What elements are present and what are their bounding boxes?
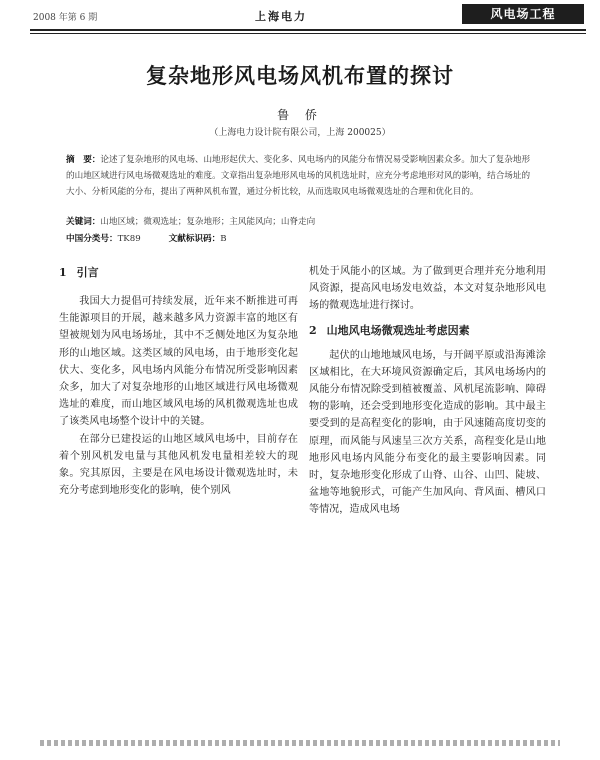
section-2-title: 山地风电场微观选址考虑因素 <box>326 323 470 337</box>
section-tag: 风电场工程 <box>462 4 584 24</box>
section-1-heading <box>59 263 298 293</box>
paper-title: 复杂地形风电场风机布置的探讨 <box>146 63 454 88</box>
class-number: TK89 <box>117 234 141 244</box>
paper-affiliation: （上海电力设计院有限公司，上海 200025） <box>209 128 391 138</box>
keywords-text: 山地区域；微观选址；复杂地形；主风能风向；山脊走向 <box>100 217 316 227</box>
doccode-label: 文献标识码： <box>168 234 221 244</box>
body-paragraph-continued: 机处于风能小的区域。为了做到更合理并充分地利用风资源，提高风电场发电效益，本文对复杂地形风电场的微观选址进行探讨。 <box>309 266 546 312</box>
left-column <box>59 263 298 499</box>
keywords-label: 关键词： <box>66 217 101 227</box>
body-paragraph: 我国大力提倡可持续发展，近年来不断推进可再生能源项目的开展，越来越多风力资源丰富的地区有望被规划为风电场场址，其中不乏侧处地区为复杂地形的山地区域。这类区域的风电场，由于地形变化起伏大、变化多，风电场内风能分布情况所受影响因素众多，加大了对复杂地形的山地区域进行风电场微观选址的难度，而山地区域风电场的风机微观选址也成了该类风电场整个设计中的关键。 <box>59 296 298 428</box>
section-2-heading <box>309 315 546 347</box>
journal-name: 上海电力 <box>255 10 307 23</box>
paper-author: 鲁 侨 <box>277 108 323 122</box>
issue-label: 2008 年第 6 期 <box>33 13 98 23</box>
right-column <box>309 263 546 519</box>
header-rule <box>30 29 586 31</box>
keywords <box>66 215 538 227</box>
body-paragraph: 起伏的山地地域风电场，与开阔平原或沿海滩涂区域相比，在大环境风资源确定后，其风电场场内的风能分布情况除受到植被覆盖、风机尾流影响、障碍物的影响，还会受到地形变化造成的影响。其中最主要受到的是高程变化的影响，由于风速随高度切变的原理，而风能与风速呈三次方关系，高程变化是山地地形风电场内风能分布变化的最主要影响因素。同时，复杂地形变化形成了山脊、山谷、山凹、陡坡、盆地等地貌形式，可能产生加风向、背风面、槽风口等情况，造成风电场 <box>309 349 546 516</box>
section-2-number: 2 <box>309 323 317 337</box>
body-paragraph: 在部分已建投运的山地区域风电场中，目前存在着个别风机发电量与其他风机发电量相差较大的现象。究其原因，主要是在风电场设计微观选址时，未充分考虑到地形变化的影响，使个别风 <box>59 433 298 497</box>
class-label: 中国分类号： <box>66 234 118 244</box>
section-1-number: 1 <box>59 266 67 279</box>
abstract <box>66 152 538 200</box>
section-1-title: 引言 <box>76 266 99 279</box>
scan-edge-strip <box>40 740 560 746</box>
abstract-label: 摘 要： <box>66 155 101 165</box>
classification <box>66 232 538 244</box>
doccode-value: B <box>220 234 227 244</box>
header-rule-thin <box>30 33 586 34</box>
abstract-text: 论述了复杂地形的风电场、山地形起伏大、变化多、风电场内的风能分布情况易受影响因素众多。加大了复杂地形的山地区域进行风电场微观选址的难度。文章指出复杂地形风电场的风机选址时，应充分考虑地形对风的影响，结合场址的大小、分析风能的分布，提出了两种风机布置，通过分析比较，从而选取风电场微观选址的合理和优化目的。 <box>66 155 531 197</box>
